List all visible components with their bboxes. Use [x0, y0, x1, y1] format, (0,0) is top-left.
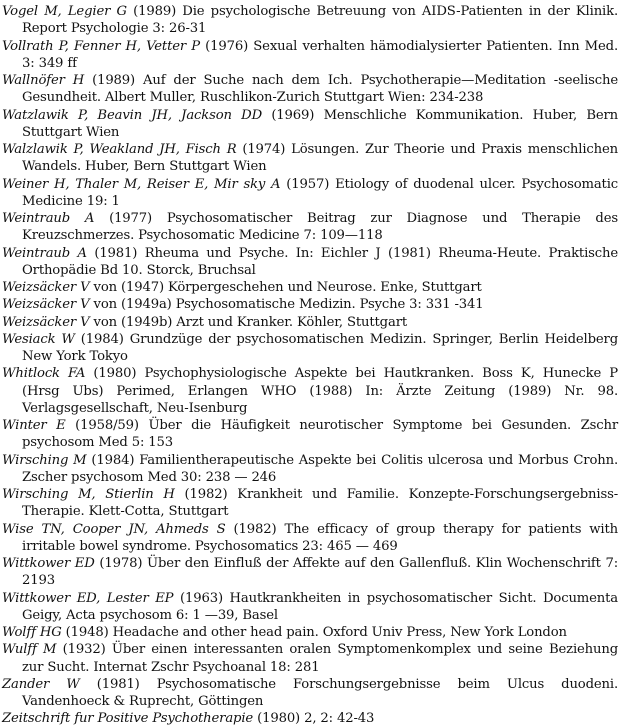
reference-author: Wise TN, Cooper JN, Ahmeds S	[2, 521, 226, 537]
reference-author: Vollrath P, Fenner H, Vetter P	[2, 38, 200, 54]
reference-text: (1981) Psychosomatische Forschungsergebnisse beim Ulcus duodeni. Vandenhoeck & Ruprecht, Göttingen	[22, 676, 618, 709]
reference-entry	[2, 624, 618, 641]
reference-text: (1957) Etiology of duodenal ulcer. Psychosomatic Medicine 19: 1	[22, 176, 618, 209]
reference-entry	[2, 590, 618, 625]
reference-entry	[2, 676, 618, 711]
reference-text: (1978) Über den Einfluß der Affekte auf den Gallenfluß. Klin Wochenschrift 7: 2193	[22, 556, 618, 589]
reference-author: Wittkower ED, Lester EP	[2, 590, 174, 606]
reference-text: (1969) Menschliche Kommunikation. Huber, Bern Stuttgart Wien	[22, 107, 619, 140]
reference-author: Weizsäcker V	[2, 297, 90, 313]
reference-author: Weintraub A	[2, 211, 95, 226]
reference-author: Wolff HG	[2, 625, 62, 640]
reference-entry	[2, 417, 618, 452]
reference-text: (1963) Hautkrankheiten in psychosomatischer Sicht. Documenta Geigy, Acta psychosom 6: 1 —39, Basel	[22, 590, 618, 623]
reference-author: Weiner H, Thaler M, Reiser E, Mir sky A	[2, 176, 281, 192]
reference-text: von (1949a) Psychosomatische Medizin. Psyche 3: 331 -341	[89, 297, 484, 313]
reference-entry	[2, 555, 618, 590]
reference-author: Wesiack W	[2, 331, 75, 347]
reference-text: (1976) Sexual verhalten hämodialysierter Patienten. Inn Med. 3: 349 ff	[22, 38, 619, 71]
reference-entry	[2, 365, 618, 417]
reference-entry	[2, 279, 618, 296]
reference-entry	[2, 107, 618, 142]
reference-author: Wallnöfer H	[2, 73, 85, 88]
reference-text: (1989) Auf der Suche nach dem Ich. Psychotherapie—Meditation -seelische Gesundheit. Albert Muller, Ruschlikon-Zurich Stuttgart Wien: 234-238	[22, 73, 618, 106]
reference-author: Wirsching M, Stierlin H	[2, 487, 175, 502]
reference-entry	[2, 314, 618, 331]
reference-entry	[2, 710, 618, 727]
reference-author: Zeitschrift fur Positive Psychotherapie	[2, 711, 254, 727]
reference-author: Weizsäcker V	[2, 314, 90, 330]
reference-text: (1982) Krankheit und Familie. Konzepte-Forschungsergebniss-Therapie. Klett-Cotta, Stuttgart	[22, 487, 618, 520]
reference-text: (1977) Psychosomatischer Beitrag zur Diagnose und Therapie des Kreuzschmerzes. Psychosomatic Medicine 7: 109—118	[22, 211, 618, 244]
reference-text: von (1947) Körpergeschehen und Neurose. Enke, Stuttgart	[89, 280, 482, 295]
reference-entry	[2, 141, 618, 176]
reference-author: Wittkower ED	[2, 556, 95, 571]
reference-author: Watzlawik P, Beavin JH, Jackson DD	[2, 107, 263, 123]
reference-author: Vogel M, Legier G	[2, 4, 127, 19]
reference-text: (1932) Über einen interessanten oralen Symptomenkomplex und seine Beziehung zur Sucht. Internat Zschr Psychoanal 18: 281	[22, 642, 618, 675]
reference-entry	[2, 245, 618, 280]
reference-author: Zander W	[2, 676, 80, 692]
reference-author: Walzlawik P, Weakland JH, Fisch R	[2, 142, 237, 157]
reference-text: (1974) Lösungen. Zur Theorie und Praxis menschlichen Wandels. Huber, Bern Stuttgart Wien	[22, 142, 618, 175]
reference-text: von (1949b) Arzt und Kranker. Köhler, Stuttgart	[89, 314, 407, 330]
reference-text: (1948) Headache and other head pain. Oxford Univ Press, New York London	[61, 625, 567, 640]
reference-entry	[2, 641, 618, 676]
reference-text: (1982) The efficacy of group therapy for patients with irritable bowel syndrome. Psychosomatics 23: 465 — 469	[22, 521, 618, 554]
reference-entry	[2, 72, 618, 107]
reference-entry	[2, 486, 618, 521]
reference-entry	[2, 176, 618, 211]
reference-author: Whitlock FA	[2, 366, 86, 382]
reference-text: (1958/59) Über die Häufigkeit neurotischer Symptome bei Gesunden. Zschr psychosom Med 5: 153	[22, 418, 619, 451]
reference-entry	[2, 452, 618, 487]
reference-author: Weintraub A	[2, 245, 87, 261]
reference-entry	[2, 521, 618, 556]
reference-text: (1984) Grundzüge der psychosomatischen Medizin. Springer, Berlin Heidelberg New York Tokyo	[22, 331, 619, 364]
reference-text: (1980) 2, 2: 42-43	[253, 711, 375, 727]
reference-entry	[2, 296, 618, 313]
reference-entry	[2, 38, 618, 73]
reference-entry	[2, 331, 618, 366]
reference-text: (1984) Familientherapeutische Aspekte bei Colitis ulcerosa und Morbus Crohn. Zscher psychosom Med 30: 238 — 246	[22, 452, 618, 485]
reference-author: Wirsching M	[2, 452, 87, 468]
reference-entry	[2, 210, 618, 245]
reference-entry	[2, 3, 618, 38]
reference-text: (1980) Psychophysiologische Aspekte bei Hautkranken. Boss K, Hunecke P (Hrsg Ubs) Perimed, Erlangen WHO (1988) In: Ärzte Zeitung (1989) Nr. 98. Verlagsgesellschaft, Neu-Isenburg	[22, 366, 619, 416]
reference-text: (1989) Die psychologische Betreuung von AIDS-Patienten in der Klinik. Report Psychologie 3: 26-31	[22, 4, 618, 37]
reference-author: Wulff M	[2, 642, 57, 658]
reference-author: Weizsäcker V	[2, 280, 90, 295]
reference-author: Winter E	[2, 418, 66, 433]
reference-text: (1981) Rheuma und Psyche. In: Eichler J (1981) Rheuma-Heute. Praktische Orthopädie Bd 10. Storck, Bruchsal	[22, 245, 618, 278]
